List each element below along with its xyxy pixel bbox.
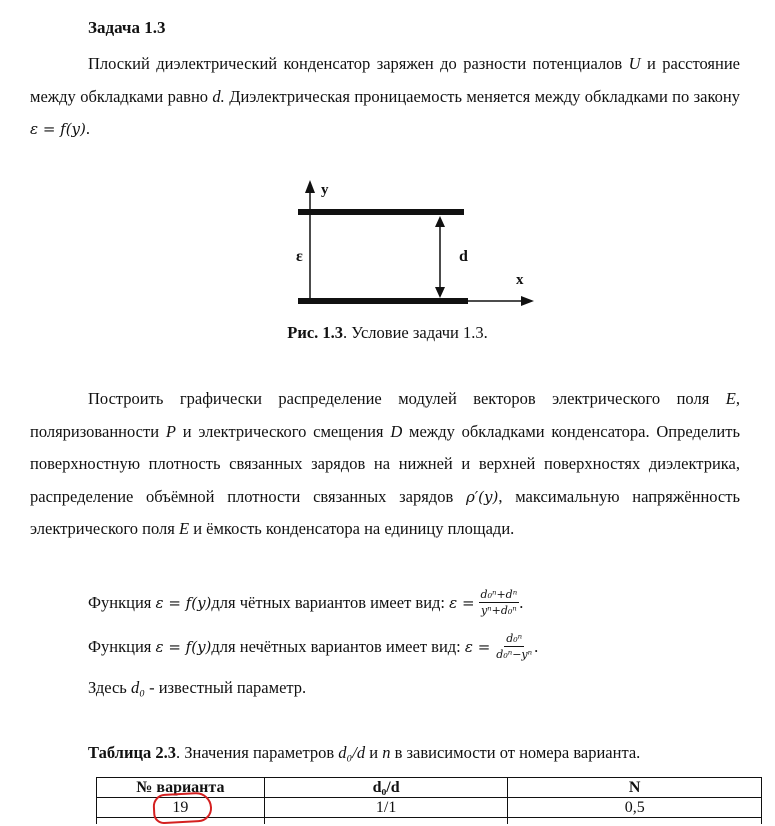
- cell-n: 0,5: [508, 798, 762, 818]
- parameter-note: Здесь d₀ - известный параметр.: [88, 678, 307, 697]
- odd-variant-formula: Функция ε = f(y) для нечётных вариантов имеет вид: ε = $\frac{\text{d₀ⁿ}}{\text{d₀ⁿ−yⁿ}}$ .: [88, 632, 539, 661]
- top-plate: [298, 209, 464, 215]
- y-axis-label: y: [321, 182, 329, 198]
- header-variant: № варианта: [97, 778, 265, 798]
- figure-caption: Рис. 1.3. Условие задачи 1.3.: [287, 323, 488, 342]
- table-caption: Таблица 2.3. Значения параметров d₀/d и n в зависимости от номера варианта.: [88, 743, 641, 762]
- even-variant-formula: Функция ε = f(y) для чётных вариантов имеет вид: ε = $\frac{\text{d₀ⁿ+dⁿ}}{\text{yⁿ+d₀ⁿ}}$ .: [88, 588, 524, 617]
- distance-label: d: [459, 248, 468, 265]
- permittivity-law: ε = f(y): [30, 120, 86, 138]
- odd-fraction: $\frac{\text{d₀ⁿ}}{\text{d₀ⁿ−yⁿ}}$: [496, 632, 533, 661]
- task-intro: Плоский диэлектрический конденсатор заряжен до разности потенциалов U и расстояние между обкладками равно d. Диэлектрическая проницаемость меняется между обкладками по закону ε = f(y).: [30, 54, 740, 138]
- x-axis-label: x: [516, 272, 524, 288]
- header-d0-over-d: d₀/d: [264, 778, 508, 798]
- cell-variant: 19: [97, 798, 265, 818]
- x-axis-arrow-icon: [521, 296, 534, 306]
- cell-d0-over-d: 1/1: [264, 798, 508, 818]
- header-n: N: [508, 778, 762, 798]
- bottom-plate: [298, 298, 468, 304]
- problem-statement: Построить графически распределение модулей векторов электрического поля E, поляризованности P и электрического смещения D между обкладками конденсатора. Определить поверхностную плотность связанных зарядов на нижней и верхней поверхностях диэлектрика, распределение объёмной плотности связанных зарядов ρ′(y), максимальную напряжённость электрического поля E и ёмкость конденсатора на единицу площади.: [30, 389, 740, 538]
- y-axis-arrow-icon: [305, 180, 315, 193]
- epsilon-label: ε: [296, 248, 303, 265]
- highlight-circle: [152, 791, 212, 824]
- even-fraction: $\frac{\text{d₀ⁿ+dⁿ}}{\text{yⁿ+d₀ⁿ}}$: [480, 588, 518, 617]
- task-title: Задача 1.3: [88, 18, 166, 37]
